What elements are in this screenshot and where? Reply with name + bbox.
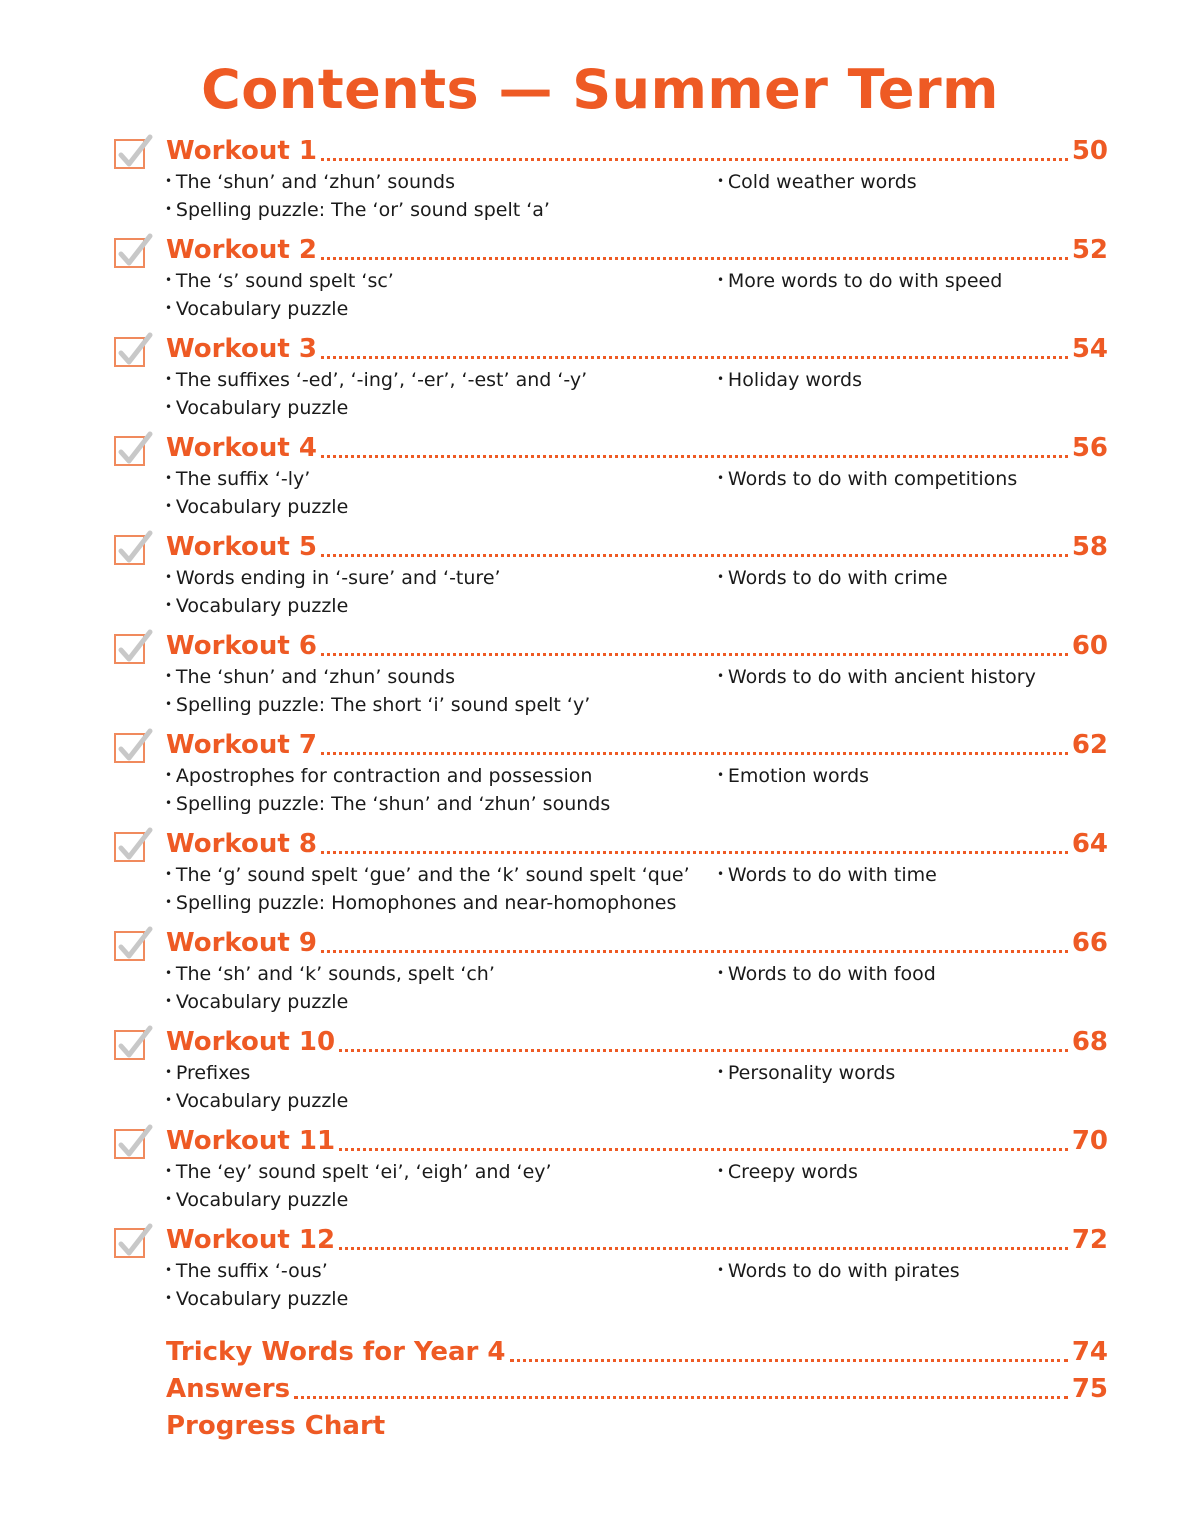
checkmark-icon <box>114 1220 154 1260</box>
page-number: 58 <box>1071 532 1108 562</box>
topic-item: • Spelling puzzle: The short ‘i’ sound spelt ‘y’ <box>165 691 590 719</box>
workout-section <box>112 629 1108 725</box>
topic-item: • Vocabulary puzzle <box>165 1285 348 1313</box>
topic-item: • Words to do with time <box>717 861 937 889</box>
workout-heading-row[interactable] <box>166 1124 1108 1158</box>
checkbox-icon[interactable] <box>114 1228 145 1258</box>
topic-list <box>165 366 587 421</box>
topic-item: • Prefixes <box>165 1059 348 1087</box>
page-number: 52 <box>1071 235 1108 265</box>
checkbox-icon[interactable] <box>114 238 145 268</box>
workout-section <box>112 1124 1108 1220</box>
page-number: 64 <box>1071 829 1108 859</box>
topic-list <box>165 960 495 1015</box>
topic-item: • The suffixes ‘-ed’, ‘-ing’, ‘-er’, ‘-est’ and ‘-y’ <box>165 366 587 394</box>
vocab-topic <box>717 168 917 196</box>
workout-section <box>112 431 1108 527</box>
topic-item: • Words to do with crime <box>717 564 948 592</box>
entry-title[interactable]: Progress Chart <box>166 1411 386 1441</box>
workout-section <box>112 530 1108 626</box>
vocab-topic <box>717 366 862 394</box>
workout-title[interactable]: Workout 10 <box>166 1027 336 1057</box>
page-number: 75 <box>1071 1374 1108 1404</box>
dot-leader <box>321 653 1068 656</box>
checkbox-icon[interactable] <box>114 139 145 169</box>
workout-heading-row[interactable] <box>166 926 1108 960</box>
workout-title[interactable]: Workout 2 <box>166 235 317 265</box>
topic-item: • The ‘shun’ and ‘zhun’ sounds <box>165 168 550 196</box>
vocab-topic <box>717 1059 895 1087</box>
checkmark-icon <box>114 725 154 765</box>
dot-leader <box>321 950 1068 953</box>
dot-leader <box>321 158 1068 161</box>
topic-item: • The ‘shun’ and ‘zhun’ sounds <box>165 663 590 691</box>
vocab-topic <box>717 465 1017 493</box>
topic-item: • Personality words <box>717 1059 895 1087</box>
page-title: Contents — Summer Term <box>201 58 999 121</box>
workout-section <box>112 134 1108 230</box>
vocab-topic <box>717 663 1036 691</box>
dot-leader <box>321 752 1068 755</box>
topic-item: • Spelling puzzle: The ‘or’ sound spelt ‘a’ <box>165 196 550 224</box>
extra-entry[interactable] <box>166 1370 1108 1406</box>
workout-section <box>112 233 1108 329</box>
workout-title[interactable]: Workout 9 <box>166 928 317 958</box>
vocab-topic <box>717 1257 960 1285</box>
topic-list <box>165 168 550 223</box>
checkmark-icon <box>114 824 154 864</box>
topic-list <box>165 1059 348 1114</box>
checkbox-icon[interactable] <box>114 1129 145 1159</box>
extra-entry[interactable] <box>166 1407 1108 1443</box>
checkbox-icon[interactable] <box>114 436 145 466</box>
topic-item: • Vocabulary puzzle <box>165 493 348 521</box>
checkmark-icon <box>114 230 154 270</box>
topic-item: • Vocabulary puzzle <box>165 988 495 1016</box>
dot-leader <box>321 455 1068 458</box>
topic-item: • The suffix ‘-ous’ <box>165 1257 348 1285</box>
checkmark-icon <box>114 1121 154 1161</box>
page-number: 66 <box>1071 928 1108 958</box>
topic-item: • More words to do with speed <box>717 267 1002 295</box>
workout-title[interactable]: Workout 7 <box>166 730 317 760</box>
dot-leader <box>321 356 1068 359</box>
page-number: 72 <box>1071 1225 1108 1255</box>
page-number: 54 <box>1071 334 1108 364</box>
topic-item: • Words ending in ‘-sure’ and ‘-ture’ <box>165 564 501 592</box>
checkmark-icon <box>114 626 154 666</box>
workout-heading-row[interactable] <box>166 827 1108 861</box>
dot-leader <box>339 1247 1068 1250</box>
workout-section <box>112 1223 1108 1319</box>
checkbox-icon[interactable] <box>114 733 145 763</box>
topic-item: • Cold weather words <box>717 168 917 196</box>
topic-list <box>165 465 348 520</box>
workout-title[interactable]: Workout 6 <box>166 631 317 661</box>
workout-section <box>112 827 1108 923</box>
dot-leader <box>339 1049 1068 1052</box>
topic-list <box>165 762 610 817</box>
dot-leader <box>321 554 1068 557</box>
topic-item: • Vocabulary puzzle <box>165 592 501 620</box>
checkbox-icon[interactable] <box>114 634 145 664</box>
workout-section <box>112 1025 1108 1121</box>
workout-title[interactable]: Workout 3 <box>166 334 317 364</box>
topic-item: • Words to do with ancient history <box>717 663 1036 691</box>
workout-title[interactable]: Workout 8 <box>166 829 317 859</box>
topic-list <box>165 1158 552 1213</box>
dot-leader <box>321 257 1068 260</box>
dot-leader <box>339 1148 1068 1151</box>
topic-list <box>165 267 394 322</box>
page-number: 74 <box>1071 1337 1108 1367</box>
workout-title[interactable]: Workout 5 <box>166 532 317 562</box>
workout-heading-row[interactable] <box>166 530 1108 564</box>
dot-leader <box>510 1359 1068 1362</box>
workout-section <box>112 728 1108 824</box>
checkmark-icon <box>114 131 154 171</box>
topic-item: • Words to do with competitions <box>717 465 1017 493</box>
vocab-topic <box>717 564 948 592</box>
page-number: 68 <box>1071 1027 1108 1057</box>
workout-title[interactable]: Workout 12 <box>166 1225 336 1255</box>
topic-item: • Spelling puzzle: Homophones and near-homophones <box>165 889 690 917</box>
entry-title[interactable]: Answers <box>166 1374 291 1404</box>
page-number: 56 <box>1071 433 1108 463</box>
page-number: 62 <box>1071 730 1108 760</box>
topic-item: • The ‘s’ sound spelt ‘sc’ <box>165 267 394 295</box>
topic-item: • Apostrophes for contraction and possession <box>165 762 610 790</box>
checkmark-icon <box>114 527 154 567</box>
dot-leader <box>321 851 1068 854</box>
page-number: 60 <box>1071 631 1108 661</box>
dot-leader <box>294 1396 1068 1399</box>
vocab-topic <box>717 762 869 790</box>
vocab-topic <box>717 267 1002 295</box>
entry-title[interactable]: Tricky Words for Year 4 <box>166 1337 506 1367</box>
workout-section <box>112 332 1108 428</box>
page-number: 50 <box>1071 136 1108 166</box>
workout-title[interactable]: Workout 1 <box>166 136 317 166</box>
workout-heading-row[interactable] <box>166 1025 1108 1059</box>
topic-item: • Vocabulary puzzle <box>165 295 394 323</box>
vocab-topic <box>717 960 936 988</box>
topic-item: • Words to do with food <box>717 960 936 988</box>
checkmark-icon <box>114 923 154 963</box>
workout-heading-row[interactable] <box>166 1223 1108 1257</box>
workout-heading-row[interactable] <box>166 134 1108 168</box>
topic-item: • Vocabulary puzzle <box>165 1087 348 1115</box>
workout-heading-row[interactable] <box>166 629 1108 663</box>
topic-list <box>165 663 590 718</box>
workout-title[interactable]: Workout 4 <box>166 433 317 463</box>
topic-item: • The suffix ‘-ly’ <box>165 465 348 493</box>
workout-heading-row[interactable] <box>166 332 1108 366</box>
workout-heading-row[interactable] <box>166 431 1108 465</box>
page-number: 70 <box>1071 1126 1108 1156</box>
topic-item: • The ‘g’ sound spelt ‘gue’ and the ‘k’ sound spelt ‘que’ <box>165 861 690 889</box>
extra-entry[interactable] <box>166 1333 1108 1369</box>
workout-section <box>112 926 1108 1022</box>
topic-item: • Words to do with pirates <box>717 1257 960 1285</box>
topic-list <box>165 1257 348 1312</box>
topic-item: • Vocabulary puzzle <box>165 1186 552 1214</box>
checkbox-icon[interactable] <box>114 535 145 565</box>
checkbox-icon[interactable] <box>114 337 145 367</box>
checkmark-icon <box>114 428 154 468</box>
topic-item: • The ‘ey’ sound spelt ‘ei’, ‘eigh’ and ‘ey’ <box>165 1158 552 1186</box>
workout-title[interactable]: Workout 11 <box>166 1126 336 1156</box>
checkmark-icon <box>114 329 154 369</box>
workout-heading-row[interactable] <box>166 728 1108 762</box>
topic-item: • Holiday words <box>717 366 862 394</box>
workout-heading-row[interactable] <box>166 233 1108 267</box>
checkbox-icon[interactable] <box>114 931 145 961</box>
checkmark-icon <box>114 1022 154 1062</box>
topic-item: • Emotion words <box>717 762 869 790</box>
topic-item: • Creepy words <box>717 1158 858 1186</box>
topic-item: • The ‘sh’ and ‘k’ sounds, spelt ‘ch’ <box>165 960 495 988</box>
vocab-topic <box>717 1158 858 1186</box>
topic-item: • Spelling puzzle: The ‘shun’ and ‘zhun’ sounds <box>165 790 610 818</box>
checkbox-icon[interactable] <box>114 832 145 862</box>
vocab-topic <box>717 861 937 889</box>
topic-list <box>165 564 501 619</box>
checkbox-icon[interactable] <box>114 1030 145 1060</box>
topic-list <box>165 861 690 916</box>
topic-item: • Vocabulary puzzle <box>165 394 587 422</box>
